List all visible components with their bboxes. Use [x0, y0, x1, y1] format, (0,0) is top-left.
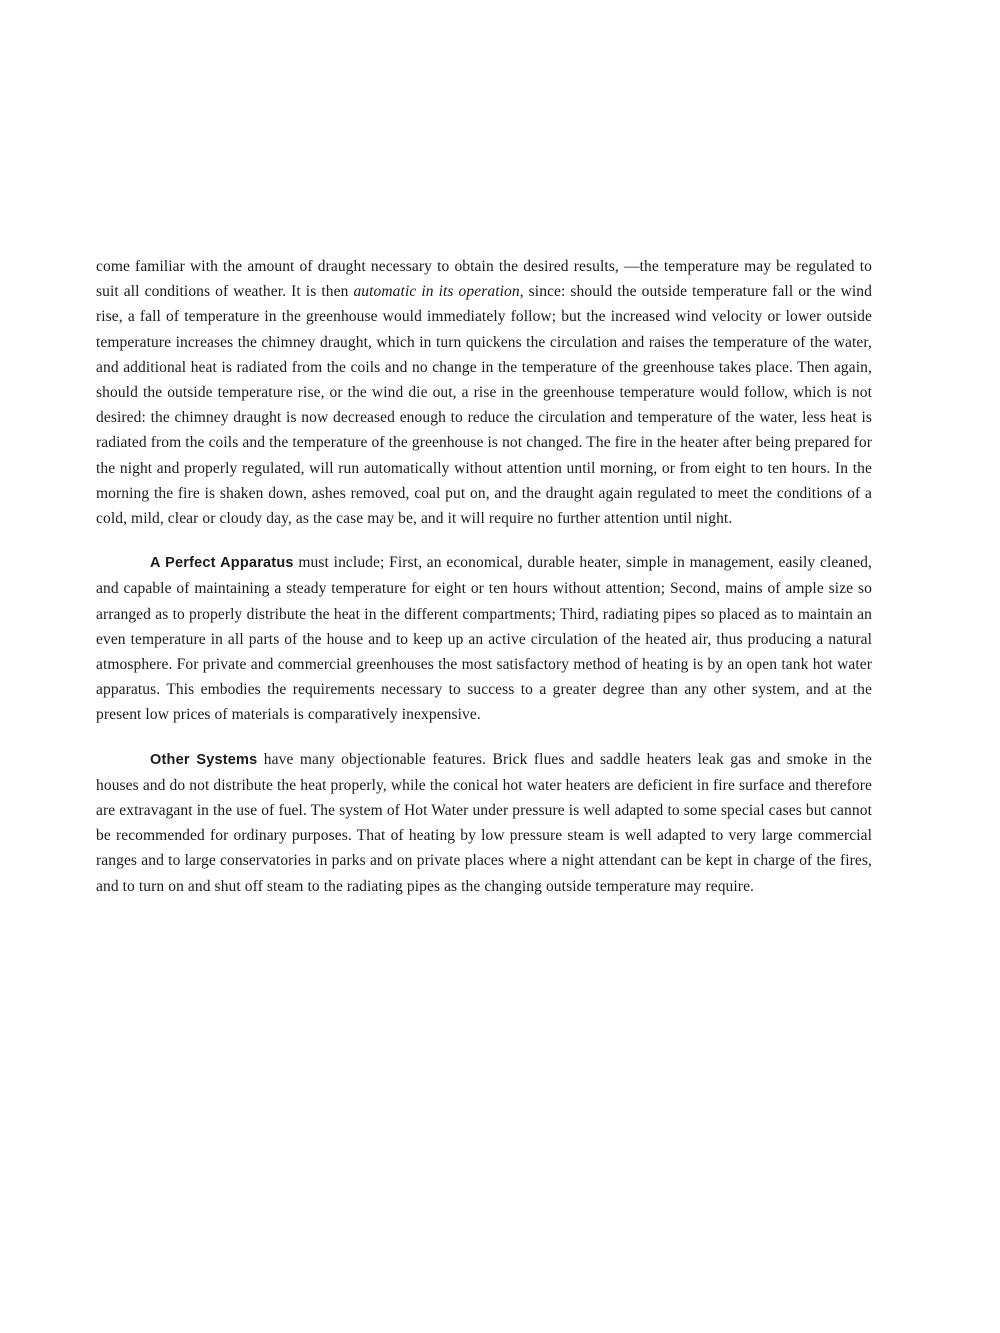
document-page [96, 254, 872, 899]
paragraph-text: have many objectionable features. Brick flues and saddle heaters leak gas and smoke in the houses and do not distribute the heat properly, while the conical hot water heaters are deficient in fire surface and therefore are extravagant in the use of fuel. The system of Hot Water under pressure is well adapted to some special cases but cannot be recommended for ordinary purposes. That of heating by low pressure steam is well adapted to very large commercial ranges and to large conservatories in parks and on private places where a night attendant can be kept in charge of the fires, and to turn on and shut off steam to the radiating pipes as the changing outside temperature may require. [96, 750, 872, 895]
section-lead-heading: A Perfect Apparatus [150, 555, 294, 572]
paragraph-perfect-apparatus [96, 550, 872, 727]
paragraph-text: come familiar with the amount of draught necessary to obtain the desired results, —the temperature may be regulated to suit all conditions of weather. It is then [96, 258, 872, 301]
paragraph-draught-regulation [96, 254, 872, 531]
section-lead-heading: Other Systems [150, 751, 258, 768]
emphasis-text: automatic in its operation [353, 283, 520, 301]
paragraph-text: must include; First, an economical, durable heater, simple in management, easily cleaned, and capable of maintaining a steady temperature for eight or ten hours without attention; Second, mains of ample size so arranged as to properly distribute the heat in the different compartments; Third, radiating pipes so placed as to maintain an even temperature in all parts of the house and to keep up an active circulation of the heated air, thus producing a natural atmosphere. For private and commercial greenhouses the most satisfactory method of heating is by an open tank hot water apparatus. This embodies the requirements necessary to success to a greater degree than any other system, and at the present low prices of materials is comparatively inexpensive. [96, 554, 872, 724]
paragraph-other-systems [96, 747, 872, 899]
paragraph-text: , since: should the outside temperature fall or the wind rise, a fall of temperature in the greenhouse would immediately follow; but the increased wind velocity or lower outside temperature increases the chimney draught, which in turn quickens the circulation and raises the temperature of the water, and additional heat is radiated from the coils and no change in the temperature of the greenhouse takes place. Then again, should the outside temperature rise, or the wind die out, a rise in the greenhouse temperature would follow, which is not desired: the chimney draught is now decreased enough to reduce the circulation and temperature of the water, less heat is radiated from the coils and the temperature of the greenhouse is not changed. The fire in the heater after being prepared for the night and properly regulated, will run automatically without attention until morning, or from eight to ten hours. In the morning the fire is shaken down, ashes removed, coal put on, and the draught again regulated to meet the conditions of a cold, mild, clear or cloudy day, as the case may be, and it will require no further attention until night. [96, 283, 872, 528]
